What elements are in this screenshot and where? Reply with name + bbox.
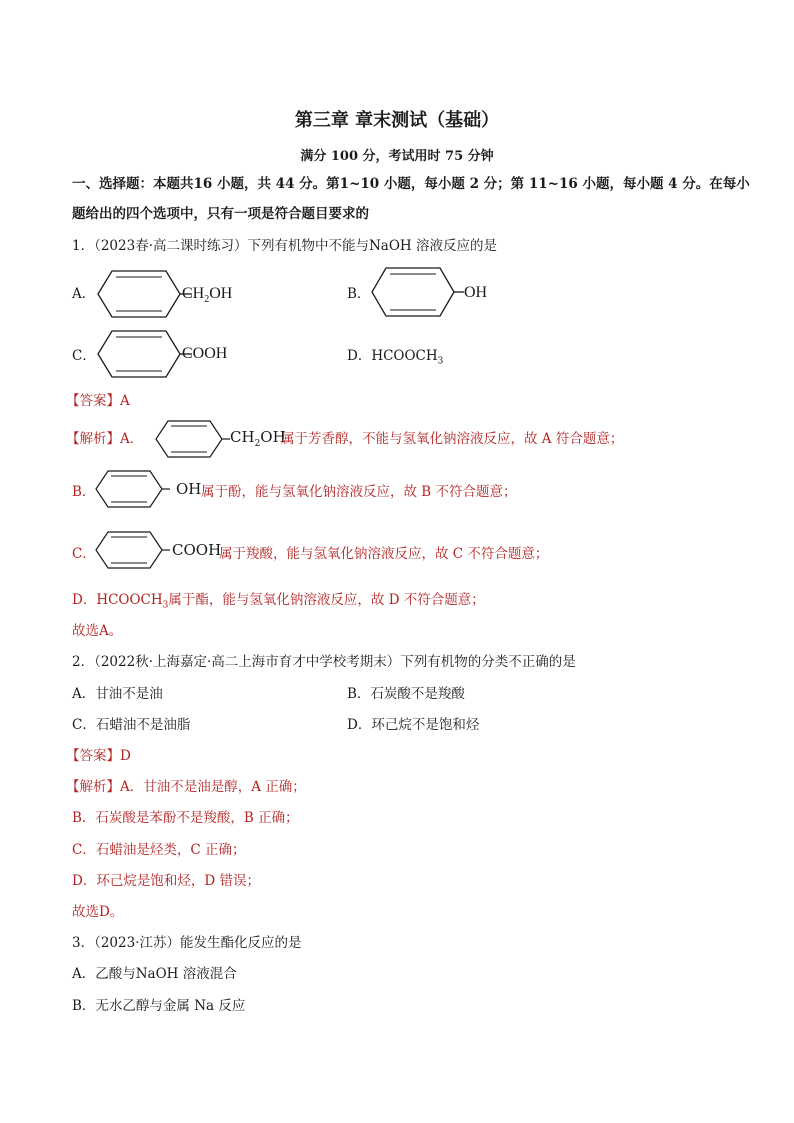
q1-answer: 【答案】A	[66, 393, 130, 409]
q1-option-b-group: OH	[464, 284, 488, 301]
q1-analysis-d: D．$HCOOCH_3$属于酯，能与氢氧化钠溶液反应，故 D 不符合题意；	[72, 592, 485, 611]
q1-stem: 1．（2023春·高二课时练习）下列有机物中不能与NaOH 溶液反应的是	[72, 238, 497, 254]
q1-analysis-c-text: 属于羧酸，能与氢氧化钠溶液反应，故 C 不符合题意；	[219, 546, 549, 562]
q1-option-a-label: A．	[72, 286, 96, 302]
q1-option-d: D．$HCOOCH_3$	[347, 348, 444, 367]
q2-answer: 【答案】D	[66, 748, 131, 764]
q2-option-c: C．石蜡油不是油脂	[72, 717, 191, 733]
q1-analysis-a-group: $CH_2OH$	[230, 428, 286, 449]
benzene-ring-icon	[366, 268, 506, 316]
q1-option-c-label: C．	[72, 348, 96, 364]
page-subtitle: 满分 100 分，考试用时 75 分钟	[300, 149, 494, 164]
q3-option-a: A．乙酸与NaOH 溶液混合	[72, 966, 237, 982]
q1-analysis-b-prefix: B．	[72, 484, 96, 500]
q1-analysis-c-prefix: C．	[72, 546, 96, 562]
section-instruction-line2: 题给出的四个选项中，只有一项是符合题目要求的	[72, 206, 369, 222]
q1-conclusion: 故选A。	[72, 623, 123, 639]
q1-analysis-b-group: OH	[176, 480, 202, 498]
q1-analysis-b-text: 属于酚，能与氢氧化钠溶液反应，故 B 不符合题意；	[201, 484, 517, 500]
q2-analysis-b: B．石炭酸是苯酚不是羧酸，B 正确；	[72, 810, 299, 826]
q3-stem: 3．（2023·江苏）能发生酯化反应的是	[72, 935, 302, 951]
q1-analysis-a-prefix: 【解析】A．	[66, 431, 144, 447]
q1-analysis-a-text: 属于芳香醇，不能与氢氧化钠溶液反应，故 A 符合题意；	[281, 431, 624, 447]
section-instruction-line1: 一、选择题：本题共16 小题，共 44 分。第1~10 小题，每小题 2 分；第 11~16 小题，每小题 4 分。在每小	[72, 176, 750, 192]
q3-option-b: B．无水乙醇与金属 Na 反应	[72, 998, 246, 1014]
q1-option-c-group: COOH	[182, 345, 228, 362]
q1-analysis-c-group: COOH	[172, 541, 222, 559]
benzene-ring-icon	[92, 331, 242, 377]
q2-analysis-a: 【解析】A．甘油不是油是醇，A 正确；	[66, 779, 306, 795]
q1-option-b-label: B．	[347, 286, 371, 302]
q2-analysis-c: C．石蜡油是烃类，C 正确；	[72, 842, 246, 858]
q2-option-b: B．石炭酸不是羧酸	[347, 686, 465, 702]
q2-option-a: A．甘油不是油	[72, 686, 163, 702]
q2-stem: 2．（2022秋·上海嘉定·高二上海市育才中学校考期末）下列有机物的分类不正确的是	[72, 654, 576, 670]
page-title: 第三章 章末测试（基础）	[294, 110, 500, 131]
benzene-ring-icon	[92, 271, 242, 317]
q2-option-d: D．环己烷不是饱和烃	[347, 717, 480, 733]
q1-option-a-group: $CH_2OH$	[182, 285, 233, 305]
q2-analysis-d: D．环己烷是饱和烃，D 错误；	[72, 873, 260, 889]
q2-conclusion: 故选D。	[72, 904, 124, 920]
